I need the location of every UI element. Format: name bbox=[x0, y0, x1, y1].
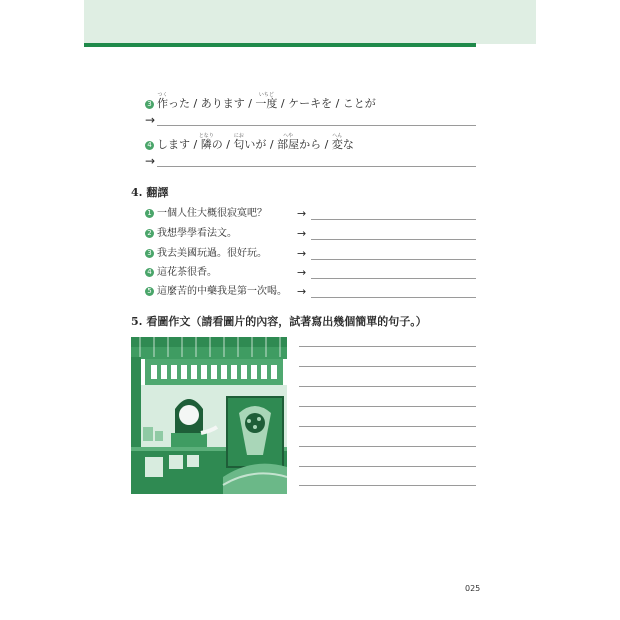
section-4-title: 4. 翻譯 bbox=[131, 186, 169, 199]
ruby-word: 作つく bbox=[157, 92, 168, 110]
section-5-title: 5. 看圖作文（請看圖片的內容，試著寫出幾個簡單的句子。） bbox=[131, 315, 427, 328]
answer-line[interactable] bbox=[157, 125, 476, 126]
answer-line[interactable] bbox=[311, 219, 476, 220]
writing-line[interactable] bbox=[299, 446, 476, 447]
ruby-word: 匂にお bbox=[233, 133, 245, 151]
writing-line[interactable] bbox=[299, 466, 476, 467]
answer-line[interactable] bbox=[311, 259, 476, 260]
item-number-badge: 2 bbox=[145, 229, 154, 238]
answer-arrow: → bbox=[297, 285, 307, 298]
exercise-3-item-4: 4 します / 隣となりの / 匂においが / 部屋へやから / 変へんな bbox=[145, 133, 354, 152]
answer-line[interactable] bbox=[311, 278, 476, 279]
item-number-badge: 4 bbox=[145, 141, 154, 150]
translation-item bbox=[145, 208, 267, 220]
page-number: 025 bbox=[465, 584, 481, 593]
item-number-badge: 5 bbox=[145, 287, 154, 296]
item-number-badge: 4 bbox=[145, 268, 154, 277]
writing-line[interactable] bbox=[299, 406, 476, 407]
answer-arrow: → bbox=[297, 247, 307, 260]
translation-item bbox=[145, 228, 237, 240]
translation-source-text: 我想學學看法文。 bbox=[157, 228, 237, 239]
ruby-word: 変へん bbox=[331, 133, 343, 151]
translation-source-text: 這花茶很香。 bbox=[157, 267, 217, 278]
translation-source-text: 這麼苦的中藥我是第一次喝。 bbox=[157, 286, 287, 297]
translation-item bbox=[145, 248, 267, 260]
answer-arrow: → bbox=[145, 154, 156, 168]
ruby-word: 隣となり bbox=[198, 133, 214, 151]
writing-line[interactable] bbox=[299, 485, 476, 486]
item-number-badge: 3 bbox=[145, 100, 154, 109]
answer-arrow: → bbox=[297, 207, 307, 220]
tea-stand-illustration bbox=[131, 337, 287, 494]
answer-line[interactable] bbox=[311, 297, 476, 298]
writing-line[interactable] bbox=[299, 346, 476, 347]
ruby-word: 部屋へや bbox=[277, 133, 300, 151]
item-number-badge: 3 bbox=[145, 249, 154, 258]
item-number-badge: 1 bbox=[145, 209, 154, 218]
answer-arrow: → bbox=[297, 266, 307, 279]
answer-arrow: → bbox=[297, 227, 307, 240]
answer-line[interactable] bbox=[311, 239, 476, 240]
answer-arrow: → bbox=[145, 113, 156, 127]
translation-item bbox=[145, 267, 217, 279]
exercise-3-item-3: 3 作つくった / あります / 一度いちど / ケーキを / ことが bbox=[145, 92, 376, 111]
header-rule bbox=[84, 43, 476, 47]
answer-line[interactable] bbox=[157, 166, 476, 167]
translation-item bbox=[145, 286, 287, 298]
translation-source-text: 一個人住大概很寂寞吧？ bbox=[157, 208, 267, 219]
writing-line[interactable] bbox=[299, 366, 476, 367]
header-band bbox=[84, 0, 536, 44]
writing-line[interactable] bbox=[299, 386, 476, 387]
ruby-word: 一度いちど bbox=[255, 92, 278, 110]
writing-line[interactable] bbox=[299, 426, 476, 427]
translation-source-text: 我去美國玩過。很好玩。 bbox=[157, 248, 267, 259]
